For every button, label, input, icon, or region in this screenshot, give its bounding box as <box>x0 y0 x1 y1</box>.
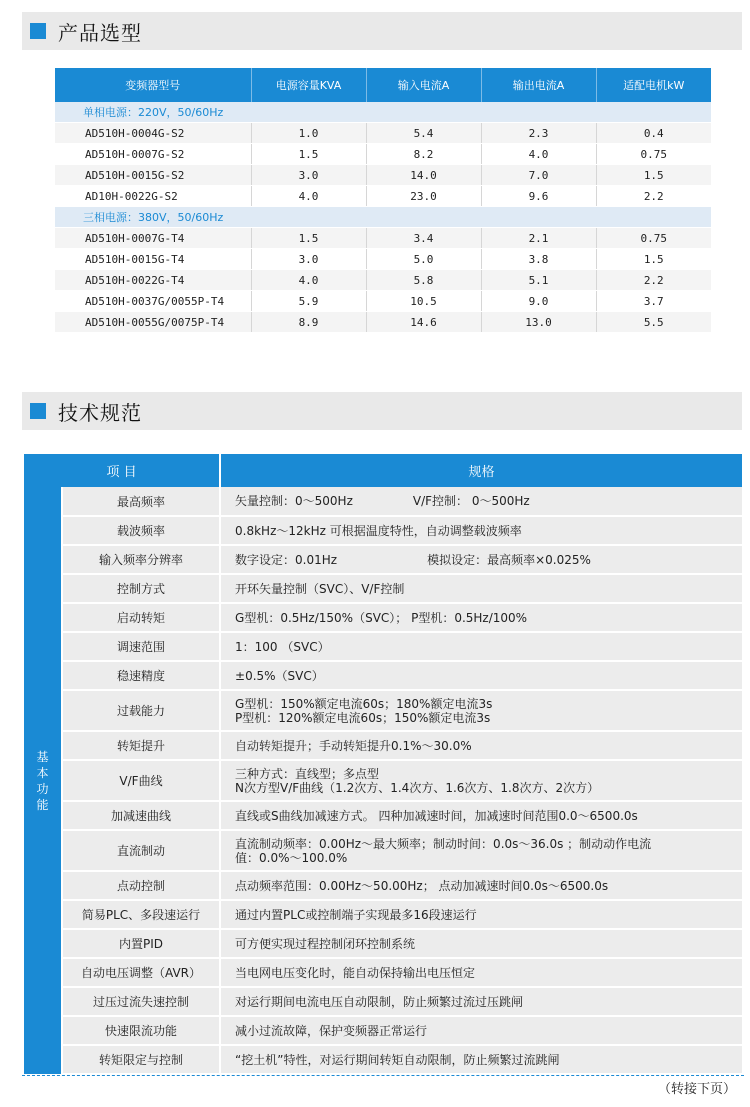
spec-table-header <box>24 454 742 487</box>
spec-row <box>24 661 742 690</box>
section-marker-icon <box>30 403 46 419</box>
spec-item: 加减速曲线 <box>62 801 220 830</box>
spec-item: 调速范围 <box>62 632 220 661</box>
section-header-product <box>22 12 742 50</box>
table-row <box>55 144 711 165</box>
cell-capacity: 5.9 <box>251 291 366 312</box>
cell-output-current: 7.0 <box>481 165 596 186</box>
spec-value <box>220 661 742 690</box>
spec-value-line: ±0.5%（SVC） <box>235 668 324 683</box>
spec-item: 转矩提升 <box>62 731 220 760</box>
cell-input-current: 5.8 <box>366 270 481 291</box>
col-header-model: 变频器型号 <box>55 68 251 102</box>
cell-output-current: 9.6 <box>481 186 596 207</box>
cell-model: AD510H-0004G-S2 <box>55 123 251 144</box>
spec-value <box>220 574 742 603</box>
cell-motor-power: 1.5 <box>596 249 711 270</box>
spec-row <box>24 632 742 661</box>
spec-value-line: 值：0.0%～100.0% <box>235 850 348 865</box>
spec-value <box>220 958 742 987</box>
col-header-motor-power: 适配电机kW <box>596 68 711 102</box>
cell-input-current: 5.0 <box>366 249 481 270</box>
spec-value-line: “挖土机”特性，对运行期间转矩自动限制，防止频繁过流跳闸 <box>235 1052 560 1067</box>
spec-item: 自动电压调整（AVR） <box>62 958 220 987</box>
cell-output-current: 2.3 <box>481 123 596 144</box>
spec-item: 过载能力 <box>62 690 220 731</box>
spec-item: V/F曲线 <box>62 760 220 801</box>
spec-value <box>220 487 742 516</box>
cell-model: AD510H-0007G-T4 <box>55 228 251 249</box>
table-row <box>55 123 711 144</box>
spec-row <box>24 731 742 760</box>
spec-value-line: 点动频率范围：0.00Hz～50.00Hz； 点动加减速时间0.0s～6500.0s <box>235 878 609 893</box>
spec-row <box>24 760 742 801</box>
cell-input-current: 14.6 <box>366 312 481 333</box>
cell-output-current: 3.8 <box>481 249 596 270</box>
spec-value <box>220 871 742 900</box>
col-header-output-current: 输出电流A <box>481 68 596 102</box>
spec-value <box>220 690 742 731</box>
table-row <box>55 249 711 270</box>
spec-value-line: 0.8kHz～12kHz 可根据温度特性，自动调整载波频率 <box>235 523 522 538</box>
spec-row <box>24 958 742 987</box>
table-row <box>55 291 711 312</box>
cell-model: AD10H-0022G-S2 <box>55 186 251 207</box>
cell-output-current: 9.0 <box>481 291 596 312</box>
spec-value-line: N次方型V/F曲线（1.2次方、1.4次方、1.6次方、1.8次方、2次方） <box>235 780 600 795</box>
spec-row <box>24 929 742 958</box>
cell-output-current: 2.1 <box>481 228 596 249</box>
cell-motor-power: 0.75 <box>596 228 711 249</box>
spec-item: 输入频率分辨率 <box>62 545 220 574</box>
cell-capacity: 4.0 <box>251 270 366 291</box>
cell-model: AD510H-0007G-S2 <box>55 144 251 165</box>
spec-value <box>220 603 742 632</box>
table-row <box>55 228 711 249</box>
spec-row <box>24 574 742 603</box>
cell-capacity: 8.9 <box>251 312 366 333</box>
cell-output-current: 5.1 <box>481 270 596 291</box>
cell-output-current: 13.0 <box>481 312 596 333</box>
spec-value-line: P型机：120%额定电流60s；150%额定电流3s <box>235 710 491 725</box>
cell-model: AD510H-0055G/0075P-T4 <box>55 312 251 333</box>
cell-motor-power: 5.5 <box>596 312 711 333</box>
cell-model: AD510H-0015G-S2 <box>55 165 251 186</box>
cell-capacity: 1.5 <box>251 228 366 249</box>
spec-value-line: 数字设定：0.01Hz <box>235 552 338 567</box>
cell-input-current: 10.5 <box>366 291 481 312</box>
spec-row <box>24 487 742 516</box>
spec-value <box>220 516 742 545</box>
section-header-spec <box>22 392 742 430</box>
section-title-product: 产品选型 <box>58 20 142 45</box>
spec-item: 内置PID <box>62 929 220 958</box>
spec-row <box>24 830 742 871</box>
spec-item: 最高频率 <box>62 487 220 516</box>
col-header-capacity: 电源容量KVA <box>251 68 366 102</box>
spec-row <box>24 1045 742 1074</box>
spec-row <box>24 516 742 545</box>
cell-input-current: 23.0 <box>366 186 481 207</box>
cell-motor-power: 1.5 <box>596 165 711 186</box>
power-group-label: 三相电源：380V，50/60Hz <box>55 207 711 228</box>
spec-value <box>220 929 742 958</box>
spec-row <box>24 603 742 632</box>
section-marker-icon <box>30 23 46 39</box>
cell-capacity: 4.0 <box>251 186 366 207</box>
spec-value <box>220 987 742 1016</box>
spec-value <box>220 1016 742 1045</box>
cell-model: AD510H-0015G-T4 <box>55 249 251 270</box>
cell-capacity: 3.0 <box>251 249 366 270</box>
cell-model: AD510H-0037G/0055P-T4 <box>55 291 251 312</box>
technical-spec-table <box>24 454 742 1075</box>
cell-capacity: 1.0 <box>251 123 366 144</box>
spec-value-line: 直流制动频率：0.00Hz～最大频率；制动时间：0.0s～36.0s ；制动动作电流 <box>235 836 652 851</box>
spec-item: 稳速精度 <box>62 661 220 690</box>
cell-input-current: 14.0 <box>366 165 481 186</box>
cell-input-current: 8.2 <box>366 144 481 165</box>
category-label: 基 本 功 能 <box>24 487 62 1074</box>
cell-capacity: 3.0 <box>251 165 366 186</box>
cell-output-current: 4.0 <box>481 144 596 165</box>
spec-row <box>24 545 742 574</box>
col-header-spec: 规格 <box>220 454 742 487</box>
spec-row <box>24 900 742 929</box>
spec-value-line: 可方便实现过程控制闭环控制系统 <box>235 936 416 951</box>
table-row <box>55 270 711 291</box>
spec-value-line: 对运行期间电流电压自动限制，防止频繁过流过压跳闸 <box>235 994 524 1009</box>
spec-value <box>220 900 742 929</box>
cell-motor-power: 0.75 <box>596 144 711 165</box>
spec-value <box>220 760 742 801</box>
product-table-header <box>55 68 711 102</box>
section-title-spec: 技术规范 <box>58 400 142 425</box>
spec-row <box>24 1016 742 1045</box>
spec-item: 控制方式 <box>62 574 220 603</box>
spec-value <box>220 830 742 871</box>
spec-value-line: 开环矢量控制（SVC）、V/F控制 <box>235 581 405 596</box>
spec-row <box>24 801 742 830</box>
spec-item: 转矩限定与控制 <box>62 1045 220 1074</box>
footer-divider <box>22 1075 744 1076</box>
spec-item: 直流制动 <box>62 830 220 871</box>
spec-value <box>220 801 742 830</box>
product-selection-table <box>55 68 711 333</box>
spec-value <box>220 1045 742 1074</box>
spec-value-line: 自动转矩提升；手动转矩提升0.1%～30.0% <box>235 738 472 753</box>
table-row <box>55 186 711 207</box>
power-group-label: 单相电源：220V，50/60Hz <box>55 102 711 123</box>
power-group-row <box>55 207 711 228</box>
cell-capacity: 1.5 <box>251 144 366 165</box>
spec-value-line: V/F控制： 0～500Hz <box>412 494 530 508</box>
col-header-input-current: 输入电流A <box>366 68 481 102</box>
cell-motor-power: 2.2 <box>596 186 711 207</box>
cell-motor-power: 0.4 <box>596 123 711 144</box>
col-header-item: 项 目 <box>24 454 220 487</box>
spec-value-line: 矢量控制：0～500Hz <box>235 494 353 508</box>
continued-note: （转接下页） <box>657 1082 736 1097</box>
spec-item: 启动转矩 <box>62 603 220 632</box>
power-group-row <box>55 102 711 123</box>
spec-value-line: 当电网电压变化时，能自动保持输出电压恒定 <box>235 965 476 980</box>
table-row <box>55 312 711 333</box>
spec-value-line: 直线或S曲线加减速方式。 四种加减速时间，加减速时间范围0.0～6500.0s <box>235 808 638 823</box>
spec-item: 点动控制 <box>62 871 220 900</box>
spec-value-line: G型机：0.5Hz/150%（SVC）； P型机：0.5Hz/100% <box>235 610 528 625</box>
spec-row <box>24 987 742 1016</box>
cell-motor-power: 2.2 <box>596 270 711 291</box>
spec-row <box>24 690 742 731</box>
spec-value-line: G型机：150%额定电流60s；180%额定电流3s <box>235 696 493 711</box>
spec-value <box>220 632 742 661</box>
spec-value-line: 通过内置PLC或控制端子实现最多16段速运行 <box>235 907 477 922</box>
spec-value-line: 三种方式：直线型；多点型 <box>235 766 380 781</box>
spec-value <box>220 731 742 760</box>
spec-value-line: 减小过流故障，保护变频器正常运行 <box>235 1023 428 1038</box>
cell-motor-power: 3.7 <box>596 291 711 312</box>
spec-item: 载波频率 <box>62 516 220 545</box>
spec-item: 过压过流失速控制 <box>62 987 220 1016</box>
cell-input-current: 5.4 <box>366 123 481 144</box>
spec-value-line: 1：100 （SVC） <box>235 639 330 654</box>
table-row <box>55 165 711 186</box>
spec-item: 简易PLC、多段速运行 <box>62 900 220 929</box>
spec-item: 快速限流功能 <box>62 1016 220 1045</box>
spec-value <box>220 545 742 574</box>
spec-value-line: 模拟设定：最高频率×0.025% <box>427 552 591 567</box>
cell-model: AD510H-0022G-T4 <box>55 270 251 291</box>
spec-row <box>24 871 742 900</box>
cell-input-current: 3.4 <box>366 228 481 249</box>
